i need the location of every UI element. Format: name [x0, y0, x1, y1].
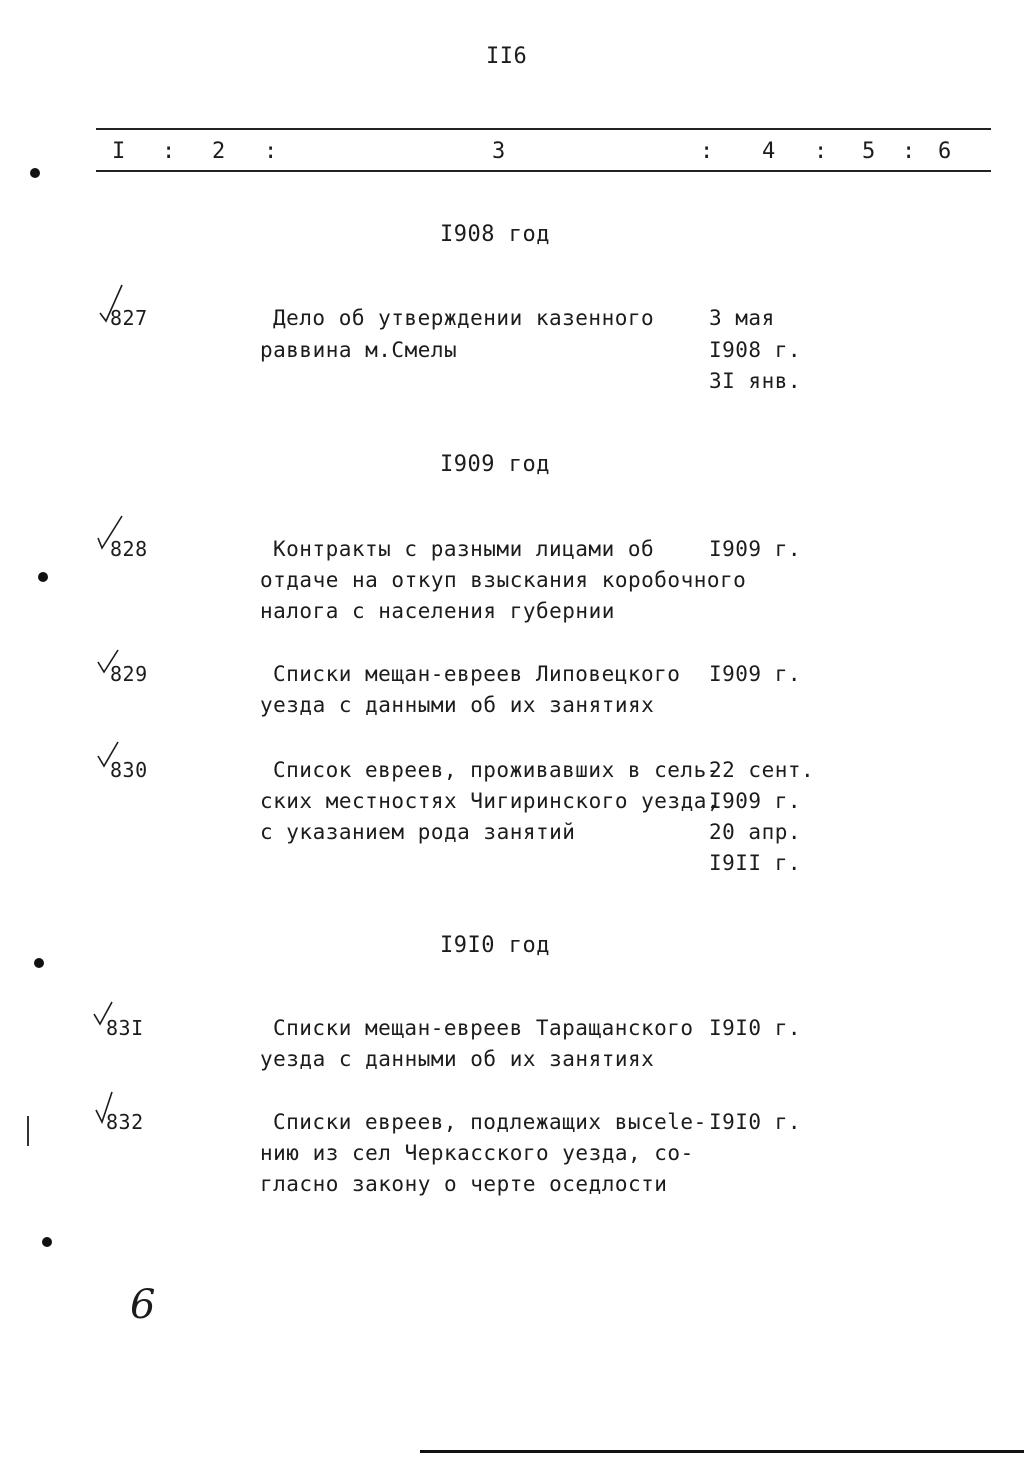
header-top-rule: [96, 128, 991, 130]
year-heading: I9I0 год: [440, 933, 550, 958]
punch-hole-dot: [34, 958, 44, 968]
margin-tick: [27, 1116, 29, 1146]
entry-number: 827: [110, 306, 148, 330]
entry-text-line: Контракты с разными лицами об: [273, 537, 655, 561]
column-2: 2: [212, 139, 226, 164]
column-sep: :: [700, 139, 714, 164]
entry-text-line: Списки мещан-евреев Таращанского: [273, 1016, 694, 1040]
entry-number: 83I: [106, 1016, 144, 1040]
column-sep: :: [814, 139, 828, 164]
entry-date: 3 мая: [709, 306, 775, 330]
punch-hole-dot: [42, 1237, 52, 1247]
entry-date: I909 г.: [709, 662, 802, 686]
entry-text-line: с указанием рода занятий: [260, 820, 576, 844]
entry-text-line: налога с населения губернии: [260, 599, 615, 623]
column-3: 3: [492, 139, 506, 164]
entry-text-line: ских местностях Чигиринского уезда,: [260, 789, 721, 813]
entry-date: I909 г.: [709, 537, 802, 561]
handwritten-mark: 6: [130, 1282, 156, 1328]
header-bottom-rule: [96, 170, 991, 172]
punch-hole-dot: [38, 572, 48, 582]
column-sep: :: [902, 139, 916, 164]
page-number: II6: [486, 44, 528, 69]
entry-date: I908 г.: [709, 338, 802, 362]
column-sep: :: [264, 139, 278, 164]
bottom-edge-rule: [420, 1450, 1024, 1453]
column-5: 5: [862, 139, 876, 164]
entry-date: I9I0 г.: [709, 1016, 802, 1040]
entry-text-line: уезда с данными об их занятиях: [260, 693, 655, 717]
entry-date: 20 апр.: [709, 820, 802, 844]
entry-number: 830: [110, 758, 148, 782]
column-1: I: [112, 139, 126, 164]
entry-text-line: уезда с данными об их занятиях: [260, 1047, 655, 1071]
entry-text-line: Список евреев, проживавших в сель-: [273, 758, 720, 782]
column-6: 6: [938, 139, 952, 164]
entry-text-line: Дело об утверждении казенного: [273, 306, 655, 330]
entry-text-line: Списки мещан-евреев Липовецкого: [273, 662, 681, 686]
entry-text-line: гласно закону о черте оседлости: [260, 1172, 668, 1196]
column-sep: :: [162, 139, 176, 164]
entry-date: I9II г.: [709, 851, 802, 875]
entry-date: 22 сент.: [709, 758, 815, 782]
column-4: 4: [762, 139, 776, 164]
entry-number: 829: [110, 662, 148, 686]
entry-text-line: нию из сел Черкасского уезда, со-: [260, 1141, 694, 1165]
entry-number: 832: [106, 1110, 144, 1134]
punch-hole-dot: [30, 168, 40, 178]
entry-date: 3I янв.: [709, 369, 802, 393]
year-heading: I908 год: [440, 222, 550, 247]
entry-date: I909 г.: [709, 789, 802, 813]
entry-text-line: Списки евреев, подлежащих высele-: [273, 1110, 707, 1134]
entry-text-line: отдаче на откуп взыскания коробочного: [260, 568, 747, 592]
entry-date: I9I0 г.: [709, 1110, 802, 1134]
entry-number: 828: [110, 537, 148, 561]
entry-text-line: раввина м.Смелы: [260, 338, 458, 362]
year-heading: I909 год: [440, 452, 550, 477]
